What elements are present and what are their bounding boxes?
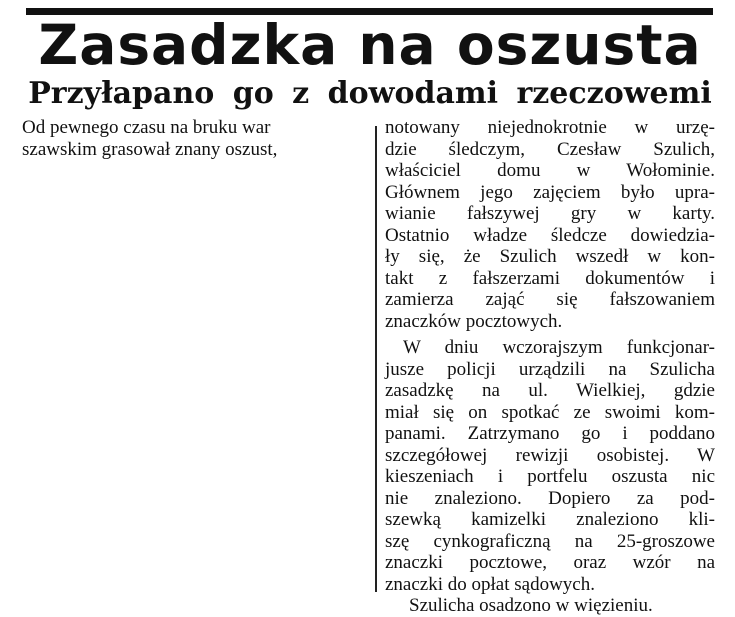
text-line: zasadzkę na ul. Wielkiej, gdzie	[385, 380, 715, 401]
headline: Zasadzka na oszusta	[38, 13, 702, 77]
text-line: W dniu wczorajszym funkcjonar-	[403, 337, 715, 358]
text-line: jusze policji urządzili na Szulicha	[385, 358, 715, 380]
text-line: takt z fałszerzami dokumentów i	[385, 267, 715, 289]
text-line: szczegółowej rewizji osobistej. W	[385, 444, 715, 466]
subheadline: Przyłapano go z dowodami rzeczowemi	[28, 76, 712, 111]
text-line: notowany niejednokrotnie w urzę-	[385, 117, 715, 138]
text-line: miał się on spotkać ze swoimi kom-	[385, 401, 715, 423]
text-line: panami. Zatrzymano go i poddano	[385, 423, 715, 444]
text-line: nie znaleziono. Dopiero za pod-	[385, 487, 715, 509]
left-column-line: Od pewnego czasu na bruku war	[22, 117, 271, 138]
text-line: znaczki pocztowe, oraz wzór na	[385, 552, 715, 573]
text-line: Szulicha osadzono w więzieniu.	[409, 595, 653, 616]
text-line: Głównem jego zajęciem było upra-	[385, 181, 715, 203]
text-line: znaczków pocztowych.	[385, 310, 563, 332]
text-line: Ostatnio władze śledcze dowiedzia-	[385, 224, 715, 246]
text-line: szę cynkograficzną na 25-groszowe	[385, 530, 715, 552]
text-line: dzie śledczym, Czesław Szulich,	[385, 138, 715, 160]
paragraph-3	[385, 595, 715, 617]
paragraph-2	[385, 337, 715, 595]
left-column	[0, 112, 372, 160]
text-line: zamierza zająć się fałszowaniem	[385, 289, 715, 310]
text-line: właściciel domu w Wołominie.	[385, 160, 715, 181]
text-line: wianie fałszywej gry w karty.	[385, 203, 715, 224]
column-divider	[375, 126, 377, 592]
text-line: znaczki do opłat sądowych.	[385, 573, 595, 595]
paragraph-1	[385, 117, 715, 332]
left-column-line: szawskim grasował znany oszust,	[22, 139, 278, 160]
right-column	[385, 117, 715, 617]
text-line: kieszeniach i portfelu oszusta nic	[385, 466, 715, 487]
text-line: szewką kamizelki znaleziono kli-	[385, 509, 715, 530]
text-line: ły się, że Szulich wszedł w kon-	[385, 246, 715, 267]
